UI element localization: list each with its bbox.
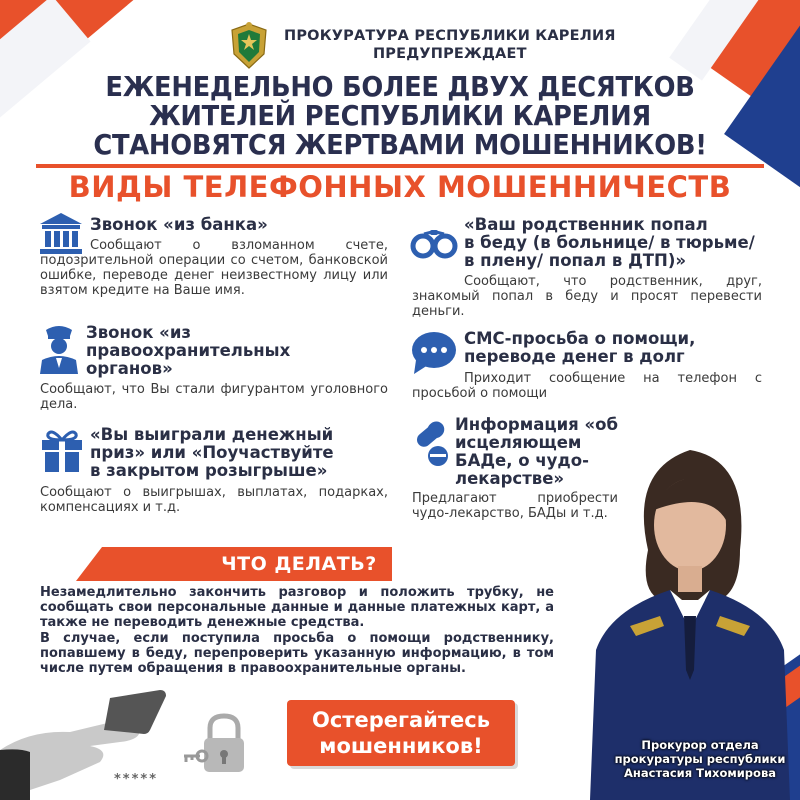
item-police-desc: Сообщают, что Вы стали фигурантом уголовного дела. [40, 382, 388, 412]
item-bank-desc: Сообщают о взломанном счете, подозрительной операции со счетом, банковской ошибке, переводе денег неизвестному лицу или взятом кредите на Ваше имя. [40, 238, 388, 298]
beware-line1: Остерегайтесь [312, 708, 490, 732]
item-relative-title-line1: «Ваш родственник попал [464, 215, 708, 234]
item-sms-title-line1: СМС-просьба о помощи, [464, 329, 696, 348]
portrait-caption [600, 738, 800, 780]
headline-line3: СТАНОВЯТСЯ ЖЕРТВАМИ МОШЕННИКОВ! [93, 128, 707, 161]
item-police-title-line2: правоохранительных [86, 341, 291, 360]
pills-icon [410, 418, 454, 468]
caption-line1: Прокурор отдела [641, 738, 759, 752]
header-org-text [284, 27, 616, 63]
prosecutor-emblem-icon [226, 20, 272, 70]
item-relative-title-line2: в беду (в больнице/ в тюрьме/ [464, 233, 755, 252]
header-org-line1: ПРОКУРАТУРА РЕСПУБЛИКИ КАРЕЛИЯ [284, 28, 616, 44]
caption-line2: прокуратуры республики [614, 752, 786, 766]
item-police-title-line3: органов» [86, 359, 173, 378]
what-to-do-text [40, 585, 554, 676]
item-bad-title-line4: лекарстве» [455, 469, 565, 488]
item-relative-title [464, 216, 755, 270]
headline-line1: ЕЖЕНЕДЕЛЬНО БОЛЕЕ ДВУХ ДЕСЯТКОВ [105, 70, 695, 103]
item-prize-title-line1: «Вы выиграли денежный [90, 425, 334, 444]
what-to-do-label: ЧТО ДЕЛАТЬ? [221, 553, 377, 575]
item-sms-title [464, 330, 695, 366]
item-prize-title-line3: в закрытом розыгрыше» [90, 461, 328, 480]
password-mask: ***** [114, 772, 158, 787]
handcuffs-icon [410, 222, 458, 262]
section-title: ВИДЫ ТЕЛЕФОННЫХ МОШЕННИЧЕСТВ [68, 170, 732, 204]
divider [36, 164, 764, 168]
item-bad-title-line2: исцеляющем [455, 433, 582, 452]
item-sms-desc: Приходит сообщение на телефон с просьбой о помощи [412, 371, 762, 401]
item-bad-title-line3: БАДе, о чудо- [455, 451, 589, 470]
item-sms-title-line2: переводе денег в долг [464, 347, 685, 366]
beware-line2: мошенников! [319, 734, 483, 758]
what-to-do-para2: В случае, если поступила просьба о помощи родственнику, попавшему в беду, перепроверить указанную информацию, в том числе путем обращения в правоохранительные органы. [40, 630, 554, 677]
what-to-do-para1: Незамедлительно закончить разговор и положить трубку, не сообщать свои персональные данные и данные платежных карт, а также не переводить денежные средства. [40, 585, 554, 631]
item-relative-desc: Сообщают, что родственник, друг, знакомый попал в беду и просят перевести деньги. [412, 274, 762, 319]
item-bad-desc: Предлагают приобрести чудо-лекарство, БАДы и т.д. [412, 491, 618, 521]
gift-icon [38, 426, 86, 474]
headline [32, 72, 768, 159]
chat-bubble-icon [410, 330, 458, 374]
item-bad-title-line1: Информация «об [455, 415, 618, 434]
beware-banner [287, 700, 515, 766]
header [226, 20, 616, 70]
what-to-do-banner [206, 547, 392, 581]
banner-tail [76, 547, 206, 581]
header-org-line2: ПРЕДУПРЕЖДАЕТ [372, 46, 527, 62]
item-police-title-line1: Звонок «из [86, 323, 191, 342]
item-prize-title [90, 426, 334, 480]
item-prize-desc: Сообщают о выигрышах, выплатах, подарках, компенсациях и т.д. [40, 485, 388, 515]
police-officer-icon [38, 322, 80, 374]
item-police-title [86, 324, 290, 378]
headline-line2: ЖИТЕЛЕЙ РЕСПУБЛИКИ КАРЕЛИЯ [149, 99, 651, 132]
item-prize-title-line2: приз» или «Поучаствуйте [90, 443, 334, 462]
item-bank-title: Звонок «из банка» [90, 215, 268, 234]
padlock-icon [180, 710, 252, 782]
item-relative-title-line3: в плену/ попал в ДТП)» [464, 251, 687, 270]
caption-line3: Анастасия Тихомирова [624, 766, 776, 780]
